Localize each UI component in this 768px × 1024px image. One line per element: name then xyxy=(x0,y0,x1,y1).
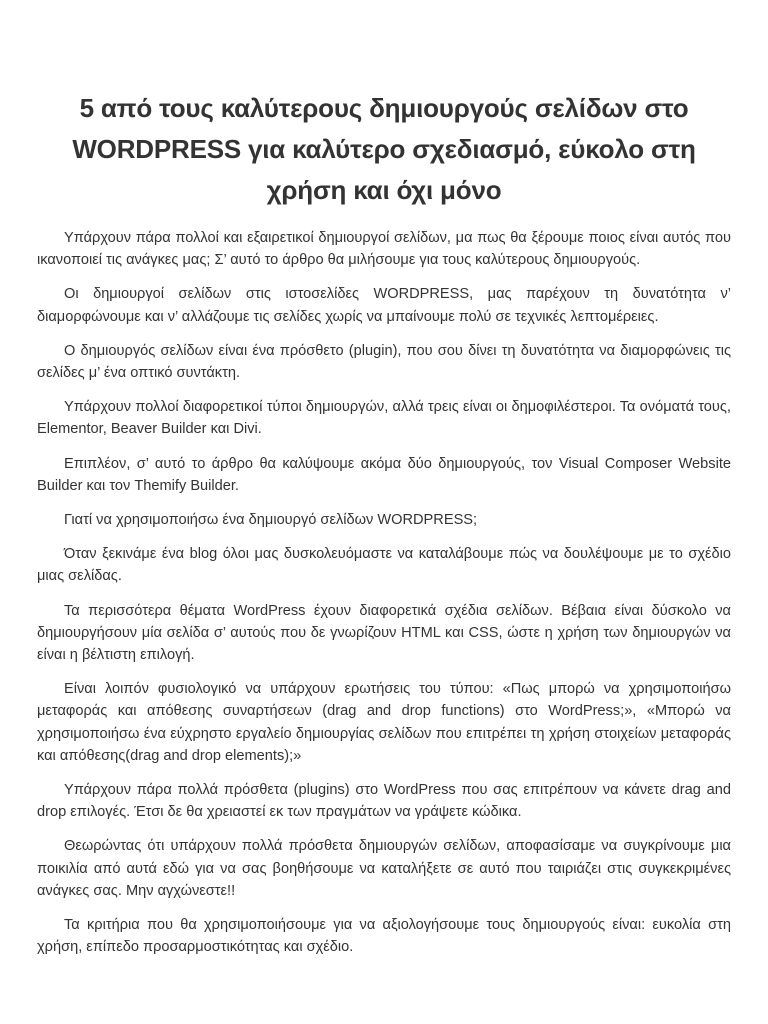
paragraph-additional-builders: Επιπλέον, σ’ αυτό το άρθρο θα καλύψουμε ακόμα δύο δημιουργούς, τον Visual Composer Website Builder και τον Themify Builder. xyxy=(37,455,731,494)
paragraph-intro: Υπάρχουν πάρα πολλοί και εξαιρετικοί δημιουργοί σελίδων, μα πως θα ξέρουμε ποιος είναι αυτός που ικανοποιεί τις ανάγκες μας; Σ’ αυτό το άρθρο θα μιλήσουμε για τους καλύτερους δημιουργούς. xyxy=(37,230,731,269)
document-page xyxy=(37,88,731,958)
paragraph-why-question: Γιατί να χρησιμοποιήσω ένα δημιουργό σελίδων WORDPRESS; xyxy=(64,512,478,529)
paragraph-criteria: Τα κριτήρια που θα χρησιμοποιήσουμε για να αξιολογήσουμε τους δημιουργούς είναι: ευκολία στη χρήση, επίπεδο προσαρμοστικότητας και σχέδιο. xyxy=(37,917,731,956)
article-title: 5 από τους καλύτερους δημιουργούς σελίδων στο WORDPRESS για καλύτερο σχεδιασμό, εύκολο στη χρήση και όχι μόνο xyxy=(72,93,696,205)
paragraph-themes-layouts: Τα περισσότερα θέματα WordPress έχουν διαφορετικά σχέδια σελίδων. Βέβαια είναι δύσκολο να δημιουργήσουν μία σελίδα σ’ αυτούς που δε γνωρίζουν HTML και CSS, ώστε η χρήση των δημιουργών να είναι η βέλτιστη επιλογή. xyxy=(37,602,731,664)
paragraph-comparison: Θεωρώντας ότι υπάρχουν πολλά πρόσθετα δημιουργών σελίδων, αποφασίσαμε να συγκρίνουμε μια ποικιλία από αυτά εδώ για να σας βοηθήσουμε να καταλήξετε σε αυτό που ταιριάζει στις συγκεκριμένες ανάγκες σας. Μην αγχώνεστε!! xyxy=(37,838,731,899)
paragraph-plugins: Υπάρχουν πάρα πολλά πρόσθετα (plugins) στο WordPress που σας επιτρέπουν να κάνετε drag and drop επιλογές. Έτσι δε θα χρειαστεί εκ των πραγμάτων να γράψετε κώδικα. xyxy=(37,782,731,821)
paragraph-popular-builders: Υπάρχουν πολλοί διαφορετικοί τύποι δημιουργών, αλλά τρεις είναι οι δημοφιλέστεροι. Τα ονόματά τους, Elementor, Beaver Builder και Divi. xyxy=(37,399,731,438)
paragraph-page-builders-benefit: Οι δημιουργοί σελίδων στις ιστοσελίδες WORDPRESS, μας παρέχουν τη δυνατότητα ν’ διαμορφώνουμε και ν’ αλλάζουμε τις σελίδες χωρίς να μπαίνουμε πολύ σε τεχνικές λεπτομέρειες. xyxy=(37,286,731,325)
paragraph-blog-start: Όταν ξεκινάμε ένα blog όλοι μας δυσκολευόμαστε να καταλάβουμε πώς να δουλέψουμε με το σχέδιο μιας σελίδας. xyxy=(37,546,731,585)
paragraph-builder-definition: Ο δημιουργός σελίδων είναι ένα πρόσθετο (plugin), που σου δίνει τη δυνατότητα να διαμορφώνεις τις σελίδες μ’ ένα οπτικό συντάκτη. xyxy=(37,342,731,382)
paragraph-questions: Είναι λοιπόν φυσιολογικό να υπάρχουν ερωτήσεις του τύπου: «Πως μπορώ να χρησιμοποιήσω μεταφοράς και απόθεσης συναρτήσεων (drag and drop functions) στο WordPress;», «Μπορώ να χρησιμοποιήσω ένα εύχρηστο εργαλείο δημιουργίας σελίδων που επιτρέπει τη χρήση στοιχείων μεταφοράς και απόθεσης(drag and drop elements);» xyxy=(37,681,731,764)
